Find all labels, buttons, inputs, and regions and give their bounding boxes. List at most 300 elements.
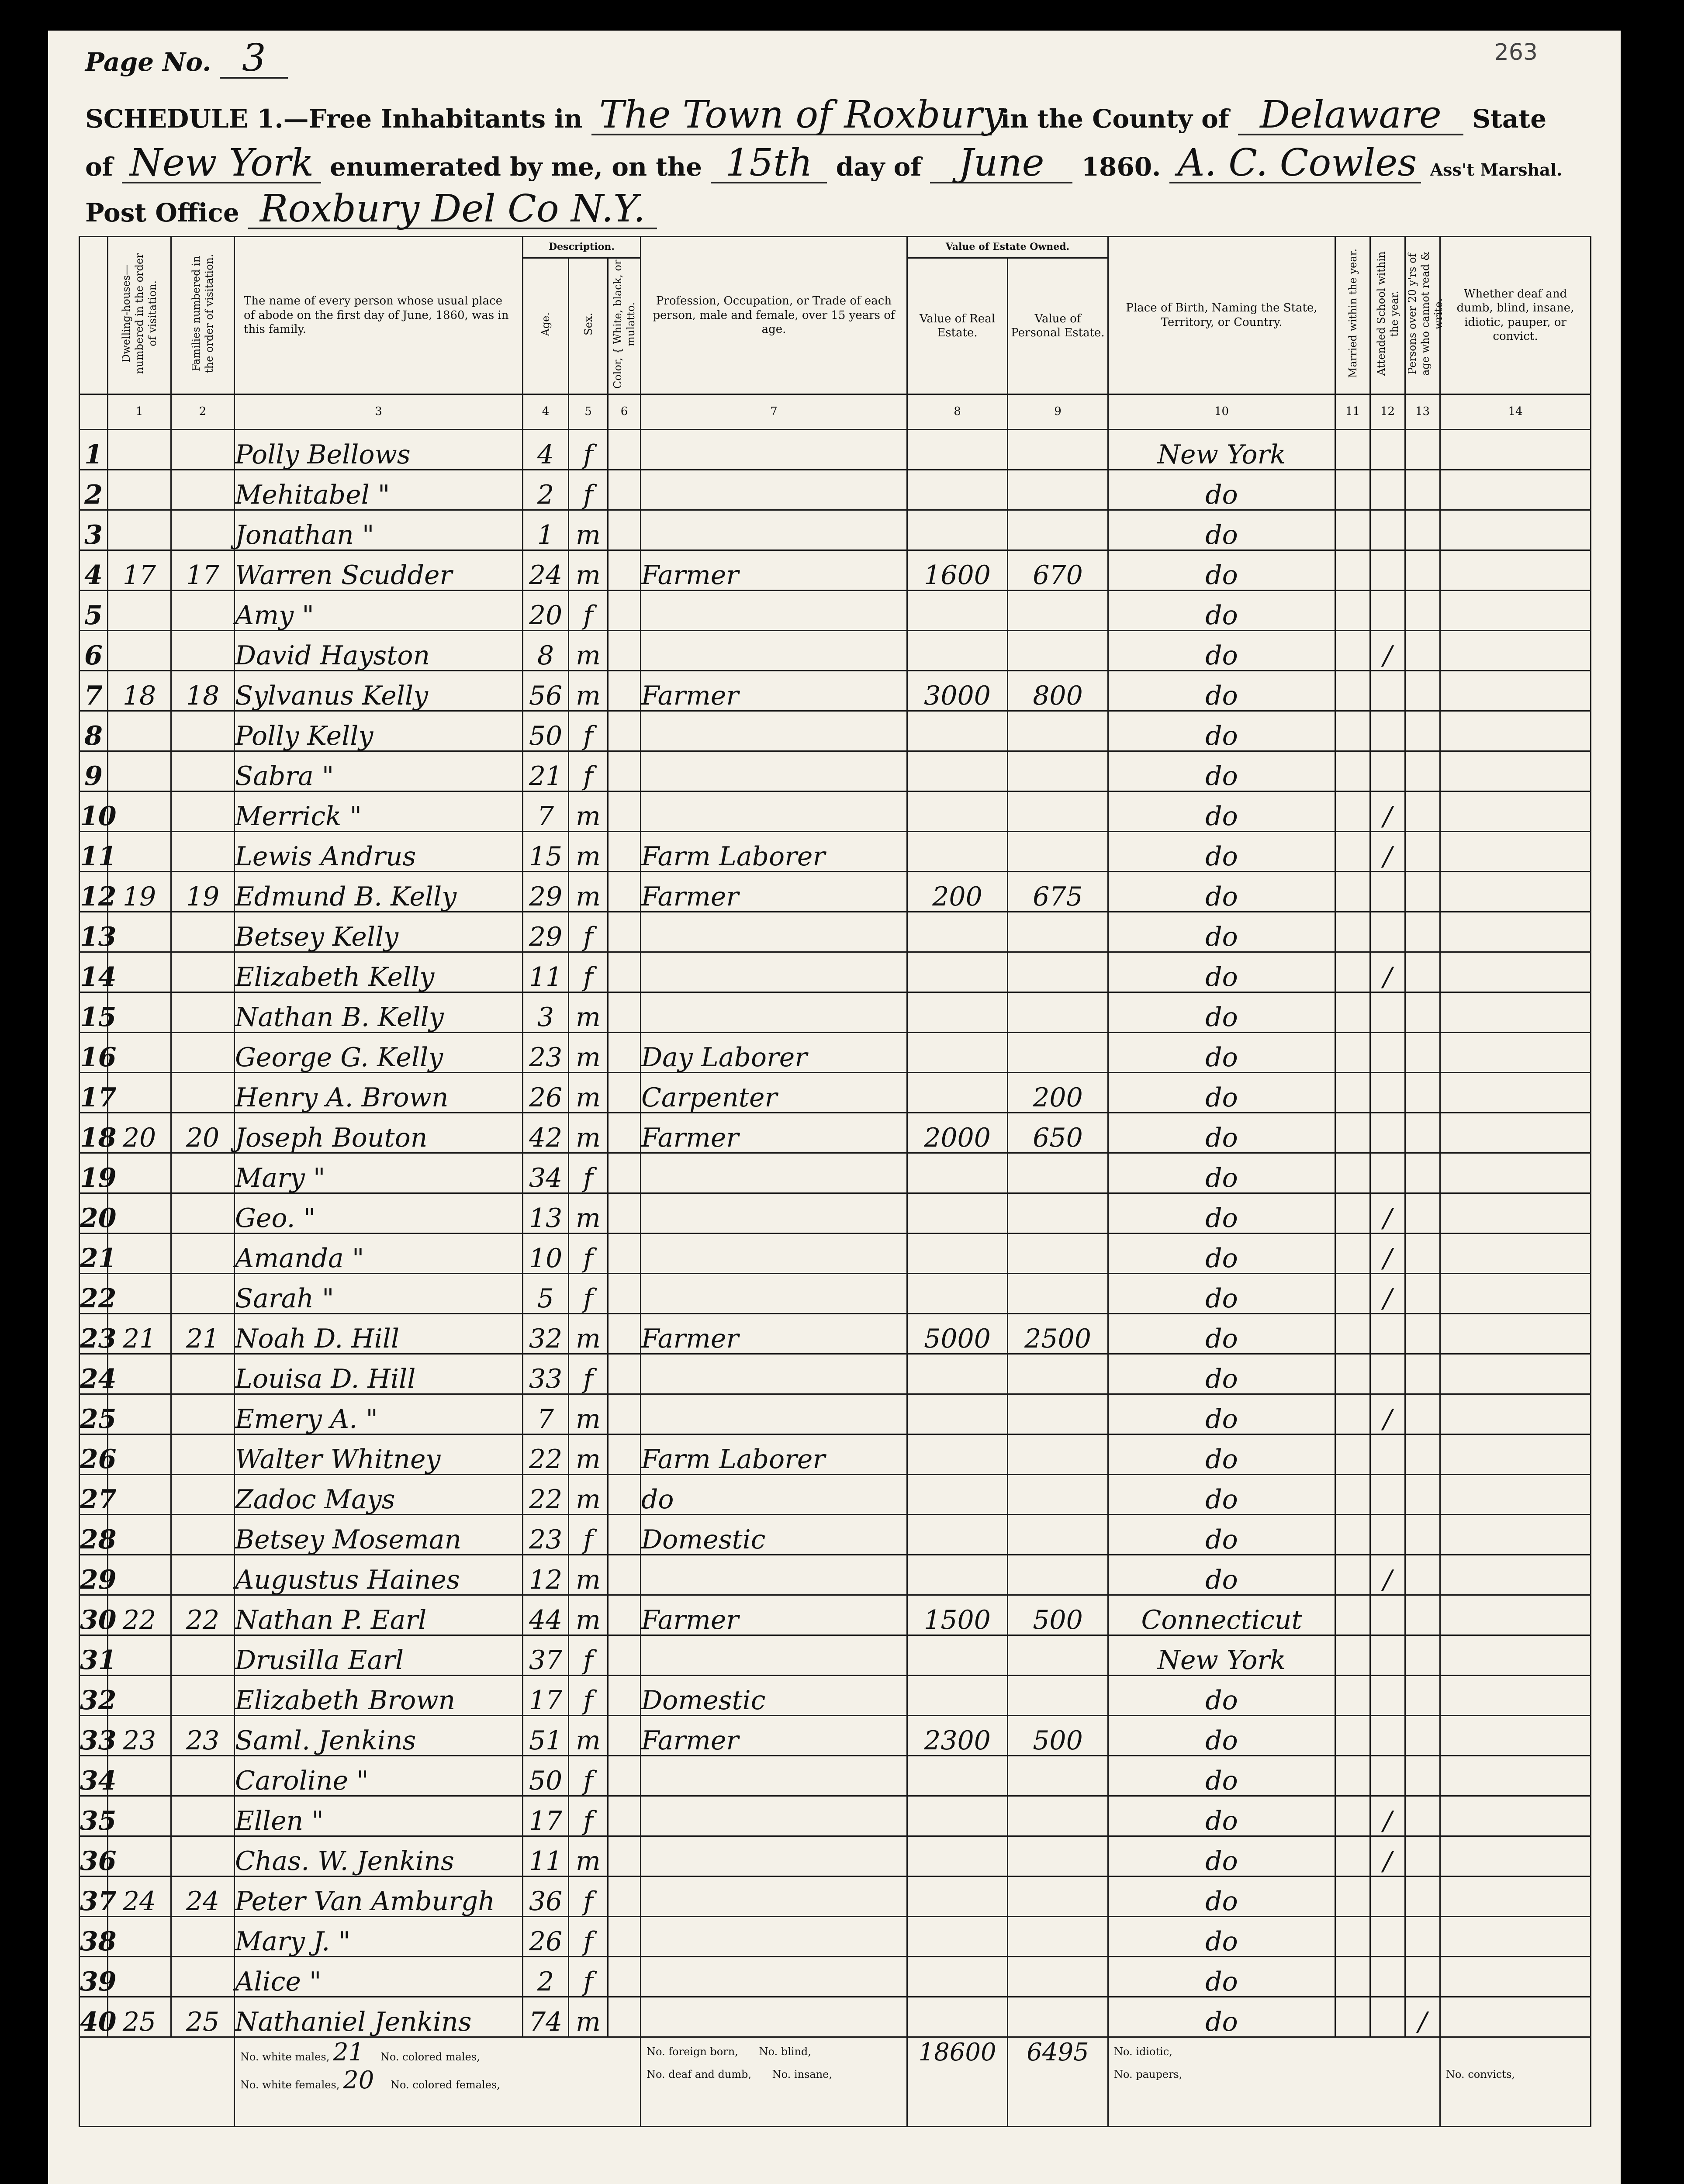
family-number: 22 (171, 1595, 235, 1635)
personal-estate-cell (1008, 1273, 1108, 1313)
family-number (171, 912, 235, 952)
line-number: 32 (80, 1675, 108, 1715)
line-number: 4 (80, 550, 108, 590)
school-cell: / (1370, 791, 1405, 831)
read-write-cell (1405, 711, 1440, 751)
family-number (171, 1233, 235, 1273)
read-write-cell (1405, 1434, 1440, 1474)
line-number: 38 (80, 1916, 108, 1956)
married-cell (1335, 1956, 1370, 1997)
table-row (80, 1956, 1591, 1997)
birthplace-cell: do (1108, 952, 1335, 992)
birthplace-cell: do (1108, 992, 1335, 1032)
person-name: Emery A. " (235, 1394, 523, 1434)
married-cell (1335, 1876, 1370, 1916)
color-cell (608, 831, 641, 871)
table-row (80, 510, 1591, 550)
dwelling-number (108, 1836, 171, 1876)
deaf-blind-cell (1440, 1916, 1591, 1956)
white-females-label: No. white females, (240, 2079, 340, 2091)
family-number: 18 (171, 670, 235, 711)
person-name: Mary J. " (235, 1916, 523, 1956)
color-cell (608, 1836, 641, 1876)
read-write-cell (1405, 1916, 1440, 1956)
deaf-blind-cell (1440, 1273, 1591, 1313)
married-cell (1335, 1394, 1370, 1434)
family-number (171, 1635, 235, 1675)
dwelling-number: 21 (108, 1313, 171, 1354)
sex-cell: m (569, 1836, 608, 1876)
school-cell (1370, 429, 1405, 470)
read-write-cell (1405, 952, 1440, 992)
sex-cell: m (569, 1193, 608, 1233)
color-cell (608, 1956, 641, 1997)
sex-cell: f (569, 1675, 608, 1715)
post-office-field: Roxbury Del Co N.Y. (248, 190, 657, 229)
state-field: New York (122, 144, 321, 183)
table-row (80, 470, 1591, 510)
line-number: 30 (80, 1595, 108, 1635)
white-females-count: 20 (343, 2066, 374, 2095)
occupation-cell (641, 1916, 907, 1956)
deaf-blind-cell (1440, 1514, 1591, 1555)
age-cell: 13 (523, 1193, 569, 1233)
occupation-cell: Farmer (641, 550, 907, 590)
real-estate-cell: 3000 (907, 670, 1008, 711)
real-estate-header: Value of Real Estate. (907, 258, 1008, 394)
color-cell (608, 1153, 641, 1193)
occupation-cell (641, 1273, 907, 1313)
read-write-cell (1405, 1193, 1440, 1233)
age-cell: 37 (523, 1635, 569, 1675)
color-cell (608, 1233, 641, 1273)
color-cell (608, 1997, 641, 2037)
family-number (171, 1072, 235, 1113)
read-write-cell (1405, 630, 1440, 670)
person-name: Elizabeth Kelly (235, 952, 523, 992)
color-cell (608, 1876, 641, 1916)
personal-estate-cell (1008, 1755, 1108, 1796)
page-label: Page No. (85, 47, 211, 77)
line-number: 37 (80, 1876, 108, 1916)
deaf-blind-cell (1440, 1474, 1591, 1514)
real-estate-cell (907, 1153, 1008, 1193)
person-name: Peter Van Amburgh (235, 1876, 523, 1916)
dwelling-number (108, 791, 171, 831)
real-estate-cell (907, 1755, 1008, 1796)
family-number (171, 1434, 235, 1474)
family-number: 23 (171, 1715, 235, 1755)
color-cell (608, 510, 641, 550)
married-cell (1335, 510, 1370, 550)
married-cell (1335, 1755, 1370, 1796)
sex-cell: f (569, 711, 608, 751)
family-number (171, 1916, 235, 1956)
personal-estate-cell: 650 (1008, 1113, 1108, 1153)
person-name: Polly Bellows (235, 429, 523, 470)
birthplace-cell: do (1108, 1715, 1335, 1755)
census-rows (80, 429, 1591, 2037)
table-row (80, 1474, 1591, 1514)
color-cell (608, 1113, 641, 1153)
color-cell (608, 429, 641, 470)
read-write-cell (1405, 1072, 1440, 1113)
deaf-blind-cell (1440, 1675, 1591, 1715)
dwelling-number: 17 (108, 550, 171, 590)
deaf-blind-cell (1440, 1876, 1591, 1916)
birthplace-cell: do (1108, 831, 1335, 871)
line-number: 14 (80, 952, 108, 992)
occupation-cell (641, 590, 907, 630)
color-cell (608, 1193, 641, 1233)
line-number: 10 (80, 791, 108, 831)
family-header: Families numbered in the order of visitation. (171, 237, 235, 394)
table-row (80, 1153, 1591, 1193)
color-cell (608, 1032, 641, 1072)
color-cell (608, 630, 641, 670)
occupation-cell (641, 1555, 907, 1595)
real-estate-total-cell (907, 2037, 1008, 2126)
person-name: George G. Kelly (235, 1032, 523, 1072)
deaf-blind-cell (1440, 470, 1591, 510)
married-cell (1335, 1354, 1370, 1394)
deaf-blind-cell (1440, 1715, 1591, 1755)
table-row (80, 1635, 1591, 1675)
column-number-4: 4 (523, 394, 569, 429)
person-name: Henry A. Brown (235, 1072, 523, 1113)
person-name: Amy " (235, 590, 523, 630)
line-number: 13 (80, 912, 108, 952)
birthplace-cell: do (1108, 1032, 1335, 1072)
dwelling-number (108, 1555, 171, 1595)
line-number: 20 (80, 1193, 108, 1233)
age-cell: 2 (523, 470, 569, 510)
sex-cell: m (569, 510, 608, 550)
column-number-8: 8 (907, 394, 1008, 429)
family-number (171, 1514, 235, 1555)
table-row (80, 550, 1591, 590)
column-number-14: 14 (1440, 394, 1591, 429)
column-number-9: 9 (1008, 394, 1108, 429)
age-cell: 2 (523, 1956, 569, 1997)
age-cell: 42 (523, 1113, 569, 1153)
table-row (80, 1233, 1591, 1273)
schedule-line (85, 93, 1592, 137)
age-cell: 1 (523, 510, 569, 550)
personal-estate-cell: 675 (1008, 871, 1108, 912)
column-number-row (80, 394, 1591, 429)
occupation-cell: Farmer (641, 1595, 907, 1635)
occupation-cell: Carpenter (641, 1072, 907, 1113)
family-number (171, 1796, 235, 1836)
sex-cell: f (569, 912, 608, 952)
sex-cell: m (569, 1032, 608, 1072)
real-estate-cell (907, 1072, 1008, 1113)
line-number: 8 (80, 711, 108, 751)
read-write-cell (1405, 1153, 1440, 1193)
birthplace-cell: do (1108, 1796, 1335, 1836)
deaf-blind-cell (1440, 1072, 1591, 1113)
real-estate-cell (907, 630, 1008, 670)
table-row (80, 791, 1591, 831)
day-of-label: day of (836, 152, 922, 182)
married-cell (1335, 791, 1370, 831)
county-field: Delaware (1238, 96, 1463, 135)
birthplace-cell: do (1108, 1354, 1335, 1394)
page-corner-number: 263 (1494, 39, 1538, 66)
sex-cell: f (569, 1956, 608, 1997)
sex-cell: m (569, 670, 608, 711)
occupation-cell: Farm Laborer (641, 831, 907, 871)
family-number (171, 1193, 235, 1233)
person-name: Mary " (235, 1153, 523, 1193)
dwelling-header: Dwelling-houses—numbered in the order of visitation. (108, 237, 171, 394)
school-cell (1370, 1474, 1405, 1514)
deaf-blind-cell (1440, 751, 1591, 791)
deaf-blind-cell (1440, 1595, 1591, 1635)
post-office-label: Post Office (85, 198, 239, 228)
deaf-blind-cell (1440, 992, 1591, 1032)
county-label: in the County of (1000, 104, 1229, 134)
married-cell (1335, 1434, 1370, 1474)
birthplace-cell: do (1108, 1273, 1335, 1313)
person-name: Amanda " (235, 1233, 523, 1273)
school-cell (1370, 470, 1405, 510)
occupation-cell (641, 791, 907, 831)
school-cell (1370, 1113, 1405, 1153)
summary-convicts (1440, 2037, 1591, 2126)
married-cell (1335, 1273, 1370, 1313)
colored-males-label: No. colored males, (380, 2050, 480, 2063)
married-cell (1335, 1474, 1370, 1514)
color-cell (608, 1514, 641, 1555)
schedule-label: SCHEDULE 1.—Free Inhabitants in (85, 104, 583, 134)
birthplace-cell: do (1108, 1997, 1335, 2037)
line-number: 33 (80, 1715, 108, 1755)
school-cell (1370, 1595, 1405, 1635)
summary-white-counts (235, 2037, 641, 2126)
school-cell (1370, 1635, 1405, 1675)
person-name: Chas. W. Jenkins (235, 1836, 523, 1876)
sex-cell: m (569, 1595, 608, 1635)
occupation-cell (641, 952, 907, 992)
occupation-cell (641, 912, 907, 952)
family-number: 24 (171, 1876, 235, 1916)
married-cell (1335, 1715, 1370, 1755)
line-number: 24 (80, 1354, 108, 1394)
line-number: 36 (80, 1836, 108, 1876)
person-name: Noah D. Hill (235, 1313, 523, 1354)
family-number: 21 (171, 1313, 235, 1354)
dwelling-number (108, 1193, 171, 1233)
read-write-cell (1405, 1514, 1440, 1555)
married-cell (1335, 1113, 1370, 1153)
occupation-cell: Farmer (641, 670, 907, 711)
read-write-cell (1405, 1273, 1440, 1313)
married-cell (1335, 1595, 1370, 1635)
age-cell: 4 (523, 429, 569, 470)
dwelling-number (108, 590, 171, 630)
person-name: Sarah " (235, 1273, 523, 1313)
dwelling-number: 18 (108, 670, 171, 711)
color-cell (608, 1595, 641, 1635)
age-cell: 51 (523, 1715, 569, 1755)
read-write-cell (1405, 550, 1440, 590)
read-write-cell (1405, 871, 1440, 912)
sex-cell: m (569, 1394, 608, 1434)
family-number: 17 (171, 550, 235, 590)
real-estate-cell (907, 1193, 1008, 1233)
color-cell (608, 1675, 641, 1715)
dwelling-number: 25 (108, 1997, 171, 2037)
real-estate-cell (907, 751, 1008, 791)
dwelling-number (108, 1072, 171, 1113)
age-cell: 74 (523, 1997, 569, 2037)
color-cell (608, 1072, 641, 1113)
year-label: 1860. (1081, 152, 1161, 182)
real-estate-cell: 1600 (907, 550, 1008, 590)
read-write-cell (1405, 1796, 1440, 1836)
deaf-blind-cell (1440, 1354, 1591, 1394)
personal-estate-header: Value of Personal Estate. (1008, 258, 1108, 394)
personal-estate-cell (1008, 751, 1108, 791)
summary-row (80, 2037, 1591, 2126)
birthplace-cell: do (1108, 1313, 1335, 1354)
occupation-cell (641, 1997, 907, 2037)
family-number (171, 1394, 235, 1434)
birthplace-cell: do (1108, 1434, 1335, 1474)
person-name: Betsey Moseman (235, 1514, 523, 1555)
birthplace-cell: do (1108, 1394, 1335, 1434)
deaf-blind-cell (1440, 1313, 1591, 1354)
read-write-header: Persons over 20 y'rs of age who cannot read & write. (1405, 237, 1440, 394)
real-estate-cell (907, 1675, 1008, 1715)
occupation-cell (641, 992, 907, 1032)
family-number (171, 1956, 235, 1997)
person-name: Augustus Haines (235, 1555, 523, 1595)
birthplace-cell: New York (1108, 1635, 1335, 1675)
sex-cell: m (569, 1555, 608, 1595)
birthplace-cell: do (1108, 871, 1335, 912)
school-cell (1370, 1755, 1405, 1796)
school-cell (1370, 711, 1405, 751)
real-estate-cell: 200 (907, 871, 1008, 912)
deaf-blind-cell (1440, 1394, 1591, 1434)
personal-estate-cell (1008, 711, 1108, 751)
occupation-cell (641, 1394, 907, 1434)
line-number: 31 (80, 1635, 108, 1675)
enumeration-line (85, 141, 1592, 185)
age-cell: 24 (523, 550, 569, 590)
occupation-cell (641, 1635, 907, 1675)
school-cell: / (1370, 1555, 1405, 1595)
birthplace-cell: do (1108, 1153, 1335, 1193)
white-males-count: 21 (332, 2038, 364, 2067)
line-number: 3 (80, 510, 108, 550)
deaf-blind-cell (1440, 1635, 1591, 1675)
dwelling-number (108, 1233, 171, 1273)
read-write-cell (1405, 670, 1440, 711)
dwelling-number (108, 711, 171, 751)
sex-cell: m (569, 1313, 608, 1354)
birthplace-cell: do (1108, 630, 1335, 670)
school-cell: / (1370, 1193, 1405, 1233)
deaf-blind-cell (1440, 590, 1591, 630)
line-number: 7 (80, 670, 108, 711)
school-cell (1370, 871, 1405, 912)
occupation-cell (641, 1233, 907, 1273)
line-number: 16 (80, 1032, 108, 1072)
column-number-1: 1 (108, 394, 171, 429)
dwelling-number (108, 470, 171, 510)
sex-cell: f (569, 1354, 608, 1394)
line-number: 18 (80, 1113, 108, 1153)
table-row (80, 1434, 1591, 1474)
occupation-cell (641, 630, 907, 670)
summary-spacer (80, 2037, 235, 2126)
person-name: Nathan P. Earl (235, 1595, 523, 1635)
age-cell: 36 (523, 1876, 569, 1916)
table-row (80, 1032, 1591, 1072)
family-number (171, 1474, 235, 1514)
real-estate-cell (907, 952, 1008, 992)
personal-estate-cell (1008, 1032, 1108, 1072)
personal-estate-cell (1008, 992, 1108, 1032)
birthplace-cell: do (1108, 912, 1335, 952)
read-write-cell (1405, 1032, 1440, 1072)
married-cell (1335, 1313, 1370, 1354)
sex-cell: f (569, 952, 608, 992)
table-row (80, 952, 1591, 992)
deaf-blind-cell (1440, 952, 1591, 992)
occupation-cell: Domestic (641, 1514, 907, 1555)
birthplace-cell: do (1108, 470, 1335, 510)
read-write-cell (1405, 1876, 1440, 1916)
school-cell (1370, 1072, 1405, 1113)
age-cell: 22 (523, 1474, 569, 1514)
dwelling-number (108, 992, 171, 1032)
table-row (80, 1916, 1591, 1956)
read-write-cell (1405, 1555, 1440, 1595)
real-estate-cell (907, 1394, 1008, 1434)
town-field: The Town of Roxbury (591, 96, 992, 135)
state-label: State (1472, 104, 1547, 134)
color-cell (608, 1715, 641, 1755)
birthplace-cell: Connecticut (1108, 1595, 1335, 1635)
occupation-cell (641, 751, 907, 791)
occupation-cell (641, 1956, 907, 1997)
birthplace-cell: do (1108, 1755, 1335, 1796)
age-cell: 33 (523, 1354, 569, 1394)
birthplace-cell: do (1108, 1876, 1335, 1916)
person-name: Geo. " (235, 1193, 523, 1233)
real-estate-cell (907, 1956, 1008, 1997)
personal-estate-cell: 500 (1008, 1715, 1108, 1755)
line-number: 40 (80, 1997, 108, 2037)
deaf-blind-cell (1440, 871, 1591, 912)
person-name: Betsey Kelly (235, 912, 523, 952)
dwelling-number (108, 510, 171, 550)
married-cell (1335, 1072, 1370, 1113)
family-number: 25 (171, 1997, 235, 2037)
personal-estate-cell (1008, 952, 1108, 992)
school-cell (1370, 590, 1405, 630)
school-cell: / (1370, 952, 1405, 992)
age-cell: 56 (523, 670, 569, 711)
enumerated-label: enumerated by me, on the (330, 152, 702, 182)
sex-cell: m (569, 630, 608, 670)
personal-estate-cell (1008, 1796, 1108, 1836)
